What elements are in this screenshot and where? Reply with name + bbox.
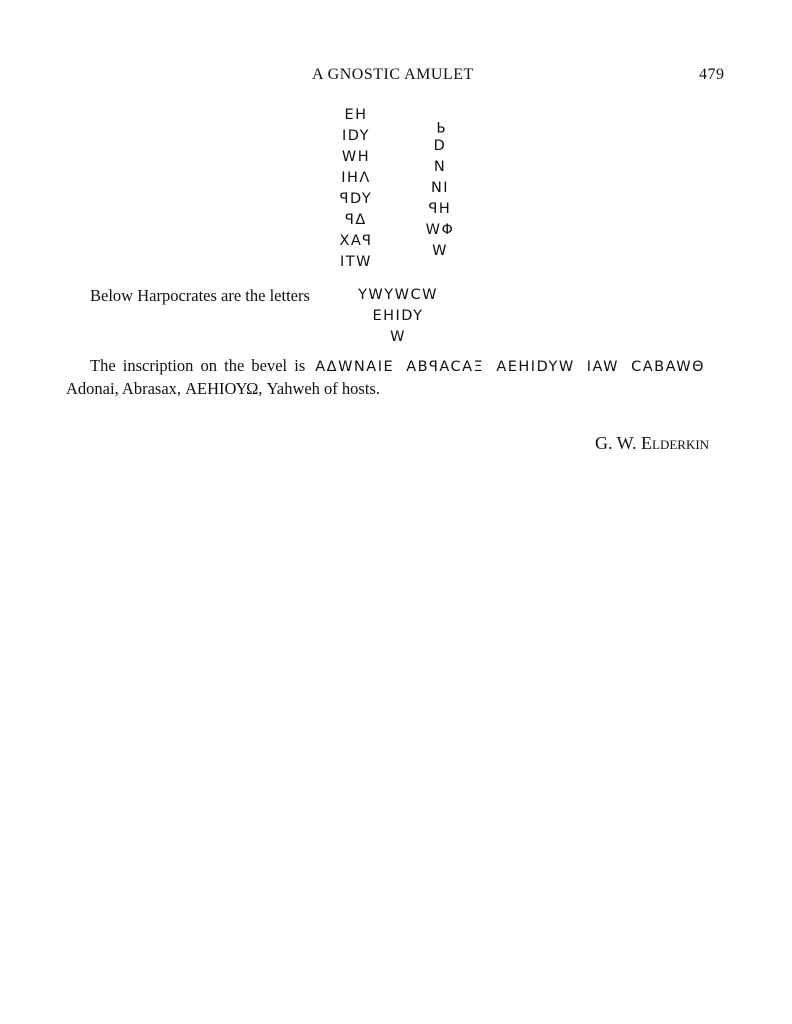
harpocrates-line: EHIDY bbox=[372, 308, 424, 324]
inscription-line: NI bbox=[430, 180, 450, 196]
author-signature bbox=[595, 433, 709, 454]
inscription-line: ꟼ bbox=[434, 118, 446, 134]
bevel-inscription: AΔWNAIE ABꟼACAΞ AEHIDYW IAW CABAWΘ bbox=[315, 359, 705, 375]
inscription-line: XAꟼ bbox=[339, 233, 373, 249]
inscription-line: WH bbox=[341, 149, 371, 165]
harpocrates-intro: Below Harpocrates are the letters bbox=[90, 286, 310, 305]
author-surname: Elderkin bbox=[641, 433, 710, 453]
inscription-line: WΦ bbox=[425, 222, 455, 238]
harpocrates-line: YWYWCW bbox=[358, 287, 438, 303]
inscription-line: ꟼΔ bbox=[345, 212, 367, 228]
page-number: 479 bbox=[699, 66, 725, 83]
inscription-line: ꟼDY bbox=[339, 191, 373, 207]
inscription-line: IHΛ bbox=[341, 170, 371, 186]
inscription-line: W bbox=[432, 243, 448, 259]
inscription-line: IDY bbox=[341, 128, 370, 144]
inscription-line: EH bbox=[344, 107, 368, 123]
inscription-line: ITW bbox=[340, 254, 372, 270]
harpocrates-line: W bbox=[390, 329, 406, 345]
inscription-left-column bbox=[324, 105, 388, 273]
inscription-line: N bbox=[433, 159, 447, 175]
inscription-line: ꟼH bbox=[428, 201, 452, 217]
inscription-line: D bbox=[433, 138, 447, 154]
inscription-right-column bbox=[414, 115, 466, 262]
author-initials: G. W. bbox=[595, 433, 637, 453]
harpocrates-letters bbox=[350, 285, 446, 348]
bevel-translation: Adonai, Abrasax, ΑΕΗΙΟΥΩ, Yahweh of hosts. bbox=[66, 379, 380, 398]
running-title: A GNOSTIC AMULET bbox=[312, 66, 474, 83]
bevel-intro: The inscription on the bevel is bbox=[90, 356, 306, 375]
bevel-line bbox=[90, 356, 726, 376]
